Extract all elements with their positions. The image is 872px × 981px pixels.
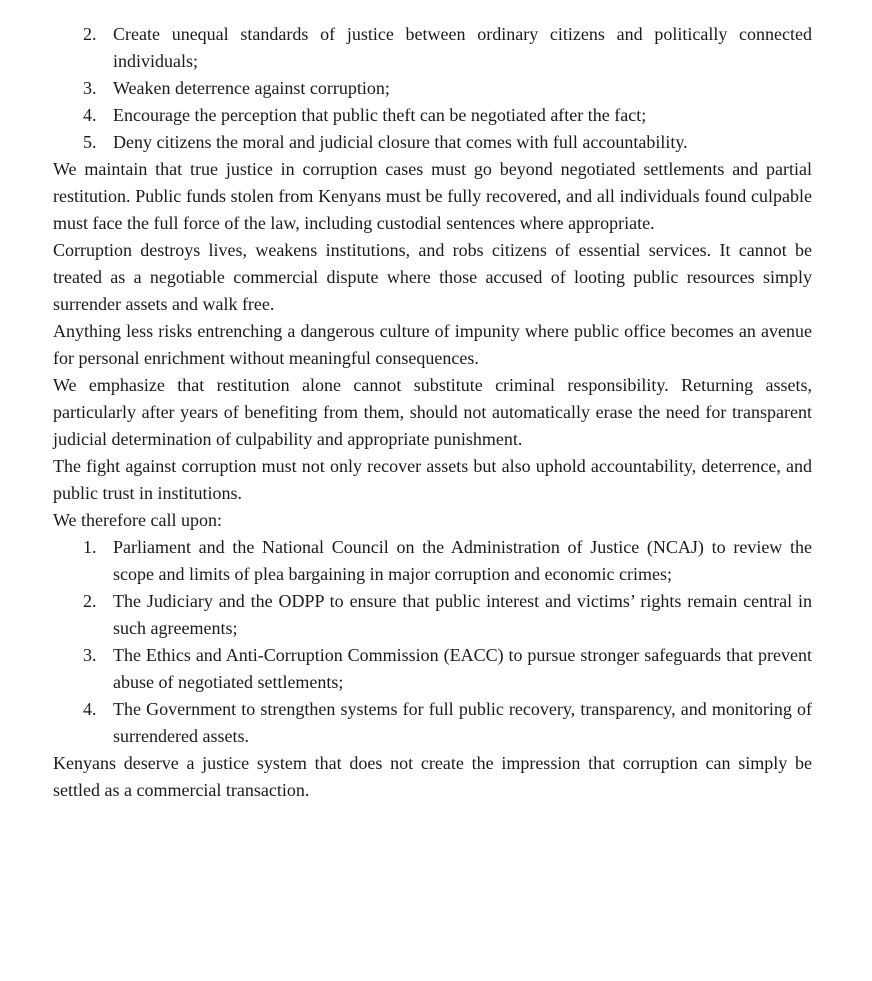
list-item-number: 3. (83, 645, 97, 665)
paragraph-impunity: Anything less risks entrenching a dangerous culture of impunity where public office becomes an avenue for personal enrichment without meaningful consequences. (53, 321, 812, 368)
list-item-number: 5. (83, 132, 97, 152)
list-item-text: Deny citizens the moral and judicial closure that comes with full accountability. (113, 132, 688, 152)
list-item-number: 4. (83, 105, 97, 125)
paragraph-call-upon: We therefore call upon: (53, 510, 222, 530)
list-item (53, 588, 812, 642)
list-item-text: The Government to strengthen systems for full public recovery, transparency, and monitoring of surrendered assets. (113, 699, 812, 746)
list-item (53, 21, 812, 75)
paragraph-restitution: We emphasize that restitution alone cannot substitute criminal responsibility. Returning assets, particularly after years of benefiting from them, should not automatically erase the need for transparent judicial determination of culpability and appropriate punishment. (53, 375, 812, 449)
list-item-text: The Judiciary and the ODPP to ensure that public interest and victims’ rights remain central in such agreements; (113, 591, 812, 638)
paragraph-justice: We maintain that true justice in corruption cases must go beyond negotiated settlements and partial restitution. Public funds stolen from Kenyans must be fully recovered, and all individuals found culpable must face the full force of the law, including custodial sentences where appropriate. (53, 159, 812, 233)
list-item-number: 4. (83, 699, 97, 719)
list-item (53, 129, 812, 156)
list-item-text: The Ethics and Anti-Corruption Commission (EACC) to pursue stronger safeguards that prevent abuse of negotiated settlements; (113, 645, 812, 692)
list-item (53, 75, 812, 102)
list-item-text: Parliament and the National Council on the Administration of Justice (NCAJ) to review the scope and limits of plea bargaining in major corruption and economic crimes; (113, 537, 812, 584)
list-item (53, 102, 812, 129)
consequences-list (53, 21, 812, 156)
list-item-number: 1. (83, 537, 97, 557)
recommendations-list (53, 534, 812, 750)
paragraph-fight: The fight against corruption must not only recover assets but also uphold accountability, deterrence, and public trust in institutions. (53, 456, 812, 503)
closing-paragraph: Kenyans deserve a justice system that does not create the impression that corruption can simply be settled as a commercial transaction. (53, 753, 812, 800)
list-item-text: Encourage the perception that public theft can be negotiated after the fact; (113, 105, 647, 125)
list-item-number: 2. (83, 24, 97, 44)
list-item-number: 3. (83, 78, 97, 98)
list-item (53, 696, 812, 750)
list-item (53, 642, 812, 696)
list-item-number: 2. (83, 591, 97, 611)
document-page (53, 21, 812, 804)
list-item-text: Create unequal standards of justice between ordinary citizens and politically connected individuals; (113, 24, 812, 71)
list-item (53, 534, 812, 588)
paragraph-corruption-impact: Corruption destroys lives, weakens institutions, and robs citizens of essential services. It cannot be treated as a negotiable commercial dispute where those accused of looting public resources simply surrender assets and walk free. (53, 240, 812, 314)
list-item-text: Weaken deterrence against corruption; (113, 78, 390, 98)
